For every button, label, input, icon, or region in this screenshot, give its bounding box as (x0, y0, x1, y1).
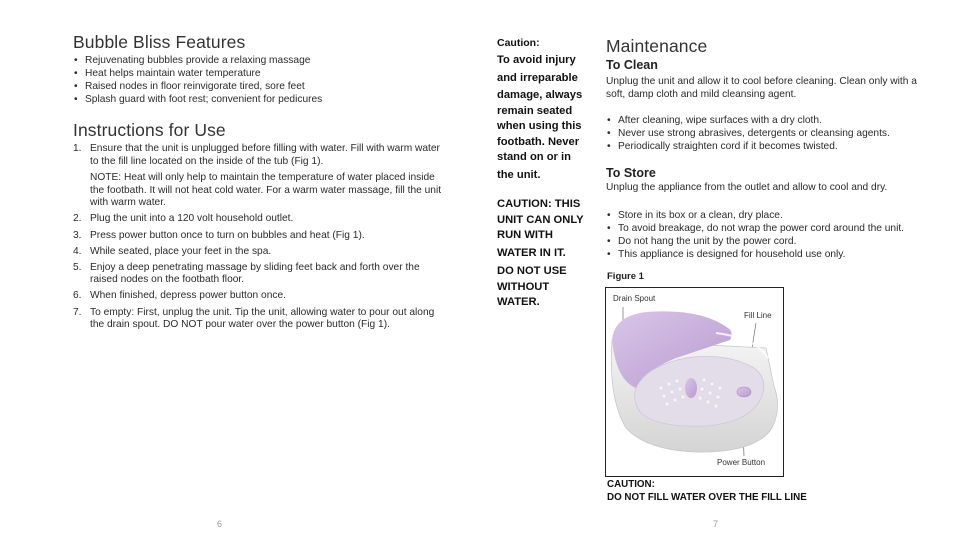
step-text: To empty: First, unplug the unit. Tip the unit, allowing water to pour out along the drain spout. DO NOT pour water over the power button (Fig 1). (90, 306, 435, 331)
step-number: 5. (73, 261, 82, 273)
caution-line: WATER. (497, 296, 540, 308)
step-item (73, 143, 448, 210)
step-item (73, 246, 448, 259)
figure-caution-text: DO NOT FILL WATER OVER THE FILL LINE (607, 492, 807, 503)
step-text: Plug the unit into a 120 volt household outlet. (90, 213, 294, 225)
list-item: • This appliance is designed for household use only. (606, 248, 941, 261)
step-text: Press power button once to turn on bubbles and heat (Fig 1). (90, 229, 365, 241)
step-item (73, 262, 448, 287)
clean-intro: Unplug the unit and allow it to cool before cleaning. Clean only with a soft, damp cloth and mild cleansing agent. (606, 76, 917, 100)
list-item: • To avoid breakage, do not wrap the power cord around the unit. (606, 222, 941, 235)
caution-line: CAUTION: THIS (497, 198, 581, 210)
step-number: 7. (73, 306, 82, 318)
caution-line: DO NOT USE (497, 265, 567, 277)
list-item: • Rejuvenating bubbles provide a relaxing massage (73, 54, 453, 67)
step-item (73, 290, 448, 303)
features-list (73, 54, 453, 106)
caution-line: UNIT CAN ONLY (497, 213, 584, 226)
caution-line: damage, always (497, 89, 583, 101)
caution-line: and irreparable (497, 71, 578, 84)
clean-list (606, 114, 936, 153)
features-title: Bubble Bliss Features (73, 32, 246, 52)
figure-1 (605, 287, 784, 477)
instructions-title: Instructions for Use (73, 120, 226, 140)
step-number: 6. (73, 290, 82, 302)
page-number-right: 7 (713, 519, 719, 529)
step-item (73, 213, 448, 226)
figure-caution-heading: CAUTION: (607, 479, 655, 490)
step-number: 2. (73, 213, 82, 225)
store-title: To Store (606, 166, 656, 180)
step-number: 4. (73, 245, 82, 257)
caution-column (497, 37, 597, 311)
power-button-label: Power Button (717, 458, 766, 467)
clean-title: To Clean (606, 58, 658, 72)
caution-line: WATER IN IT. (497, 246, 566, 259)
caution-line: footbath. Never (497, 135, 580, 148)
list-item: • Periodically straighten cord if it becomes twisted. (606, 140, 936, 153)
figure-caution (607, 478, 807, 504)
caution-line: the unit. (497, 168, 541, 181)
caution-line: remain seated (497, 104, 573, 117)
store-intro: Unplug the appliance from the outlet and allow to cool and dry. (606, 182, 888, 193)
step-item (73, 307, 448, 332)
drain-spout-label: Drain Spout (613, 294, 656, 303)
step-text: Enjoy a deep penetrating massage by sliding feet back and forth over the raised nodes on the footbath floor. (90, 261, 420, 286)
caution-line: To avoid injury (497, 54, 576, 66)
list-item: • Raised nodes in floor reinvigorate tired, sore feet (73, 80, 453, 93)
figure-title: Figure 1 (607, 271, 644, 282)
list-item: • Heat helps maintain water temperature (73, 67, 453, 80)
step-note: NOTE: Heat will only help to maintain the temperature of water placed inside the footbath. It will not heat cold water. For a warm water massage, fill the unit with warm water. (90, 172, 442, 209)
caution-line: stand on or in (497, 151, 571, 163)
list-item: • Splash guard with foot rest; convenient for pedicures (73, 93, 453, 106)
step-number: 1. (73, 143, 82, 154)
step-text: Ensure that the unit is unplugged before filling with water. Fill with warm water to the fill line located on the inside of the tub (Fig 1). (90, 143, 440, 167)
list-item: • After cleaning, wipe surfaces with a dry cloth. (606, 114, 936, 127)
step-text: While seated, place your feet in the spa. (90, 245, 272, 257)
list-item: • Do not hang the unit by the power cord. (606, 235, 941, 248)
list-item: • Never use strong abrasives, detergents or cleansing agents. (606, 127, 936, 140)
list-item: • Store in its box or a clean, dry place. (606, 209, 941, 222)
step-text: When finished, depress power button once. (90, 290, 286, 302)
fill-line-label: Fill Line (744, 311, 772, 320)
maintenance-title: Maintenance (606, 36, 708, 56)
caution-heading: Caution: (497, 37, 540, 49)
page-number-left: 6 (217, 519, 223, 529)
caution-line: WITHOUT (497, 280, 550, 293)
step-item (73, 230, 448, 243)
step-number: 3. (73, 229, 82, 241)
caution-line: when using this (497, 120, 582, 132)
store-list (606, 209, 941, 261)
instructions-list (73, 143, 448, 335)
caution-line: RUN WITH (497, 229, 553, 241)
